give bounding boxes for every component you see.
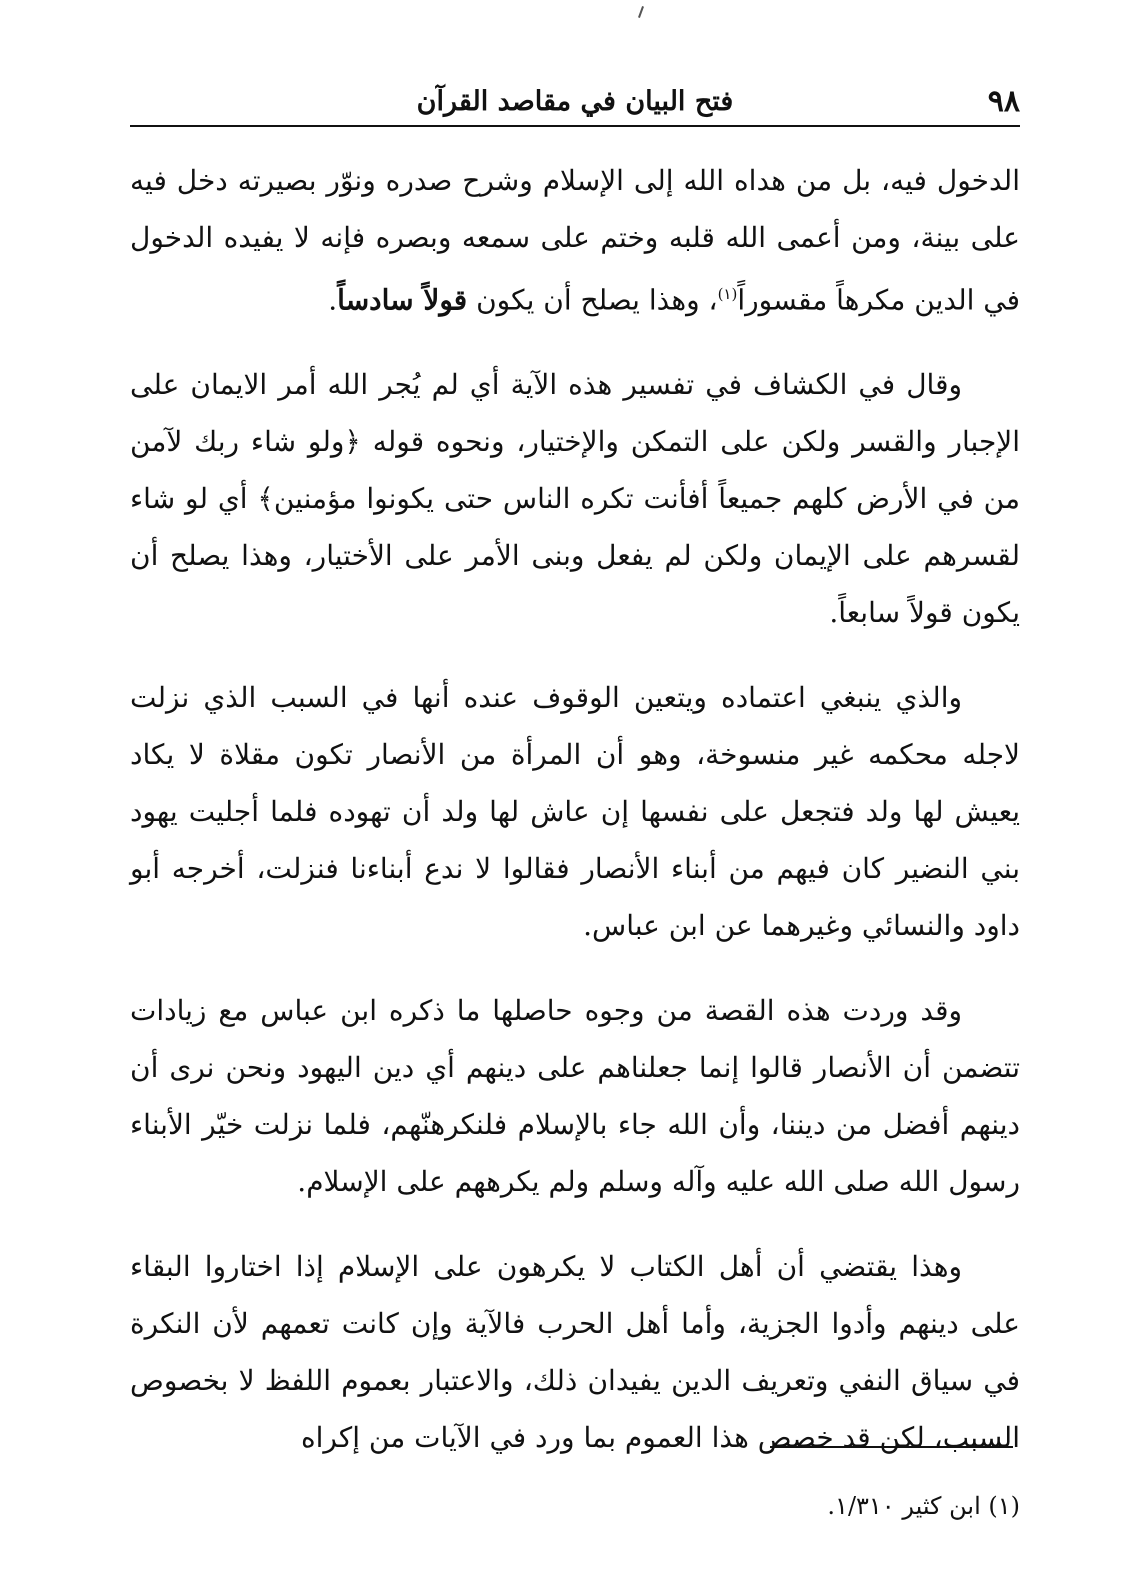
footnote-reference: (١) [717,285,738,303]
page-body [130,152,1020,1494]
paragraph-5: وهذا يقتضي أن أهل الكتاب لا يكرهون على الإسلام إذا اختاروا البقاء على دينهم وأدوا الجزية، وأما أهل الحرب فالآية وإن كانت تعمهم لأن النكرة في سياق النفي وتعريف الدين يفيدان ذلك، والاعتبار بعموم اللفظ لا بخصوص السبب، لكن قد خصص هذا العموم بما ورد في الآيات من إكراه [130,1250,1020,1455]
footnote-rule [770,1446,1013,1448]
header-rule [130,125,1020,127]
paragraph-1-text: الدخول فيه، بل من هداه الله إلى الإسلام وشرح صدره ونوّر بصيرته دخل فيه على بينة، ومن أعمى الله قلبه وختم على سمعه وبصره فإنه لا يفيده الدخول في الدين مكرهاً مقسوراً [130,164,1020,317]
paragraph-4: وقد وردت هذه القصة من وجوه حاصلها ما ذكره ابن عباس مع زيادات تتضمن أن الأنصار قالوا إنما جعلناهم على دينهم أي دين اليهود ونحن نرى أن دينهم أفضل من ديننا، وأن الله جاء بالإسلام فلنكرهنّهم، فلما نزلت خيّر الأبناء رسول الله صلى الله عليه وآله وسلم ولم يكرههم على الإسلام. [130,994,1020,1199]
scan-mark [638,6,644,18]
page-header [130,80,1020,126]
paragraph-1-text-middle: ، وهذا يصلح أن يكون [467,283,718,317]
page-number: ٩٨ [987,84,1020,119]
footnote: (١) ابن كثير ١/٣١٠. [827,1492,1020,1520]
paragraph-1 [130,152,1020,328]
paragraph-1-text-end: . [328,283,338,317]
paragraph-3: والذي ينبغي اعتماده ويتعين الوقوف عنده أنها في السبب الذي نزلت لاجله محكمه غير منسوخة، وهو أن المرأة من الأنصار تكون مقلاة لا يكاد يعيش لها ولد فتجعل على نفسها إن عاش لها ولد أن تهوده فلما أجليت يهود بني النضير كان فيهم من أبناء الأنصار فقالوا لا ندع أبناءنا فنزلت، أخرجه أبو داود والنسائي وغيرهما عن ابن عباس. [130,681,1020,943]
paragraph-1-bold-phrase: قولاً سادساً [337,283,468,317]
paragraph-2: وقال في الكشاف في تفسير هذه الآية أي لم يُجر الله أمر الايمان على الإجبار والقسر ولكن على التمكن والإختيار، ونحوه قوله ﴿ولو شاء ربك لآمن من في الأرض كلهم جميعاً أفأنت تكره الناس حتى يكونوا مؤمنين﴾ أي لو شاء لقسرهم على الإيمان ولكن لم يفعل وبنى الأمر على الأختيار، وهذا يصلح أن يكون قولاً سابعاً. [130,368,1020,630]
running-title: فتح البيان في مقاصد القرآن [416,86,734,117]
